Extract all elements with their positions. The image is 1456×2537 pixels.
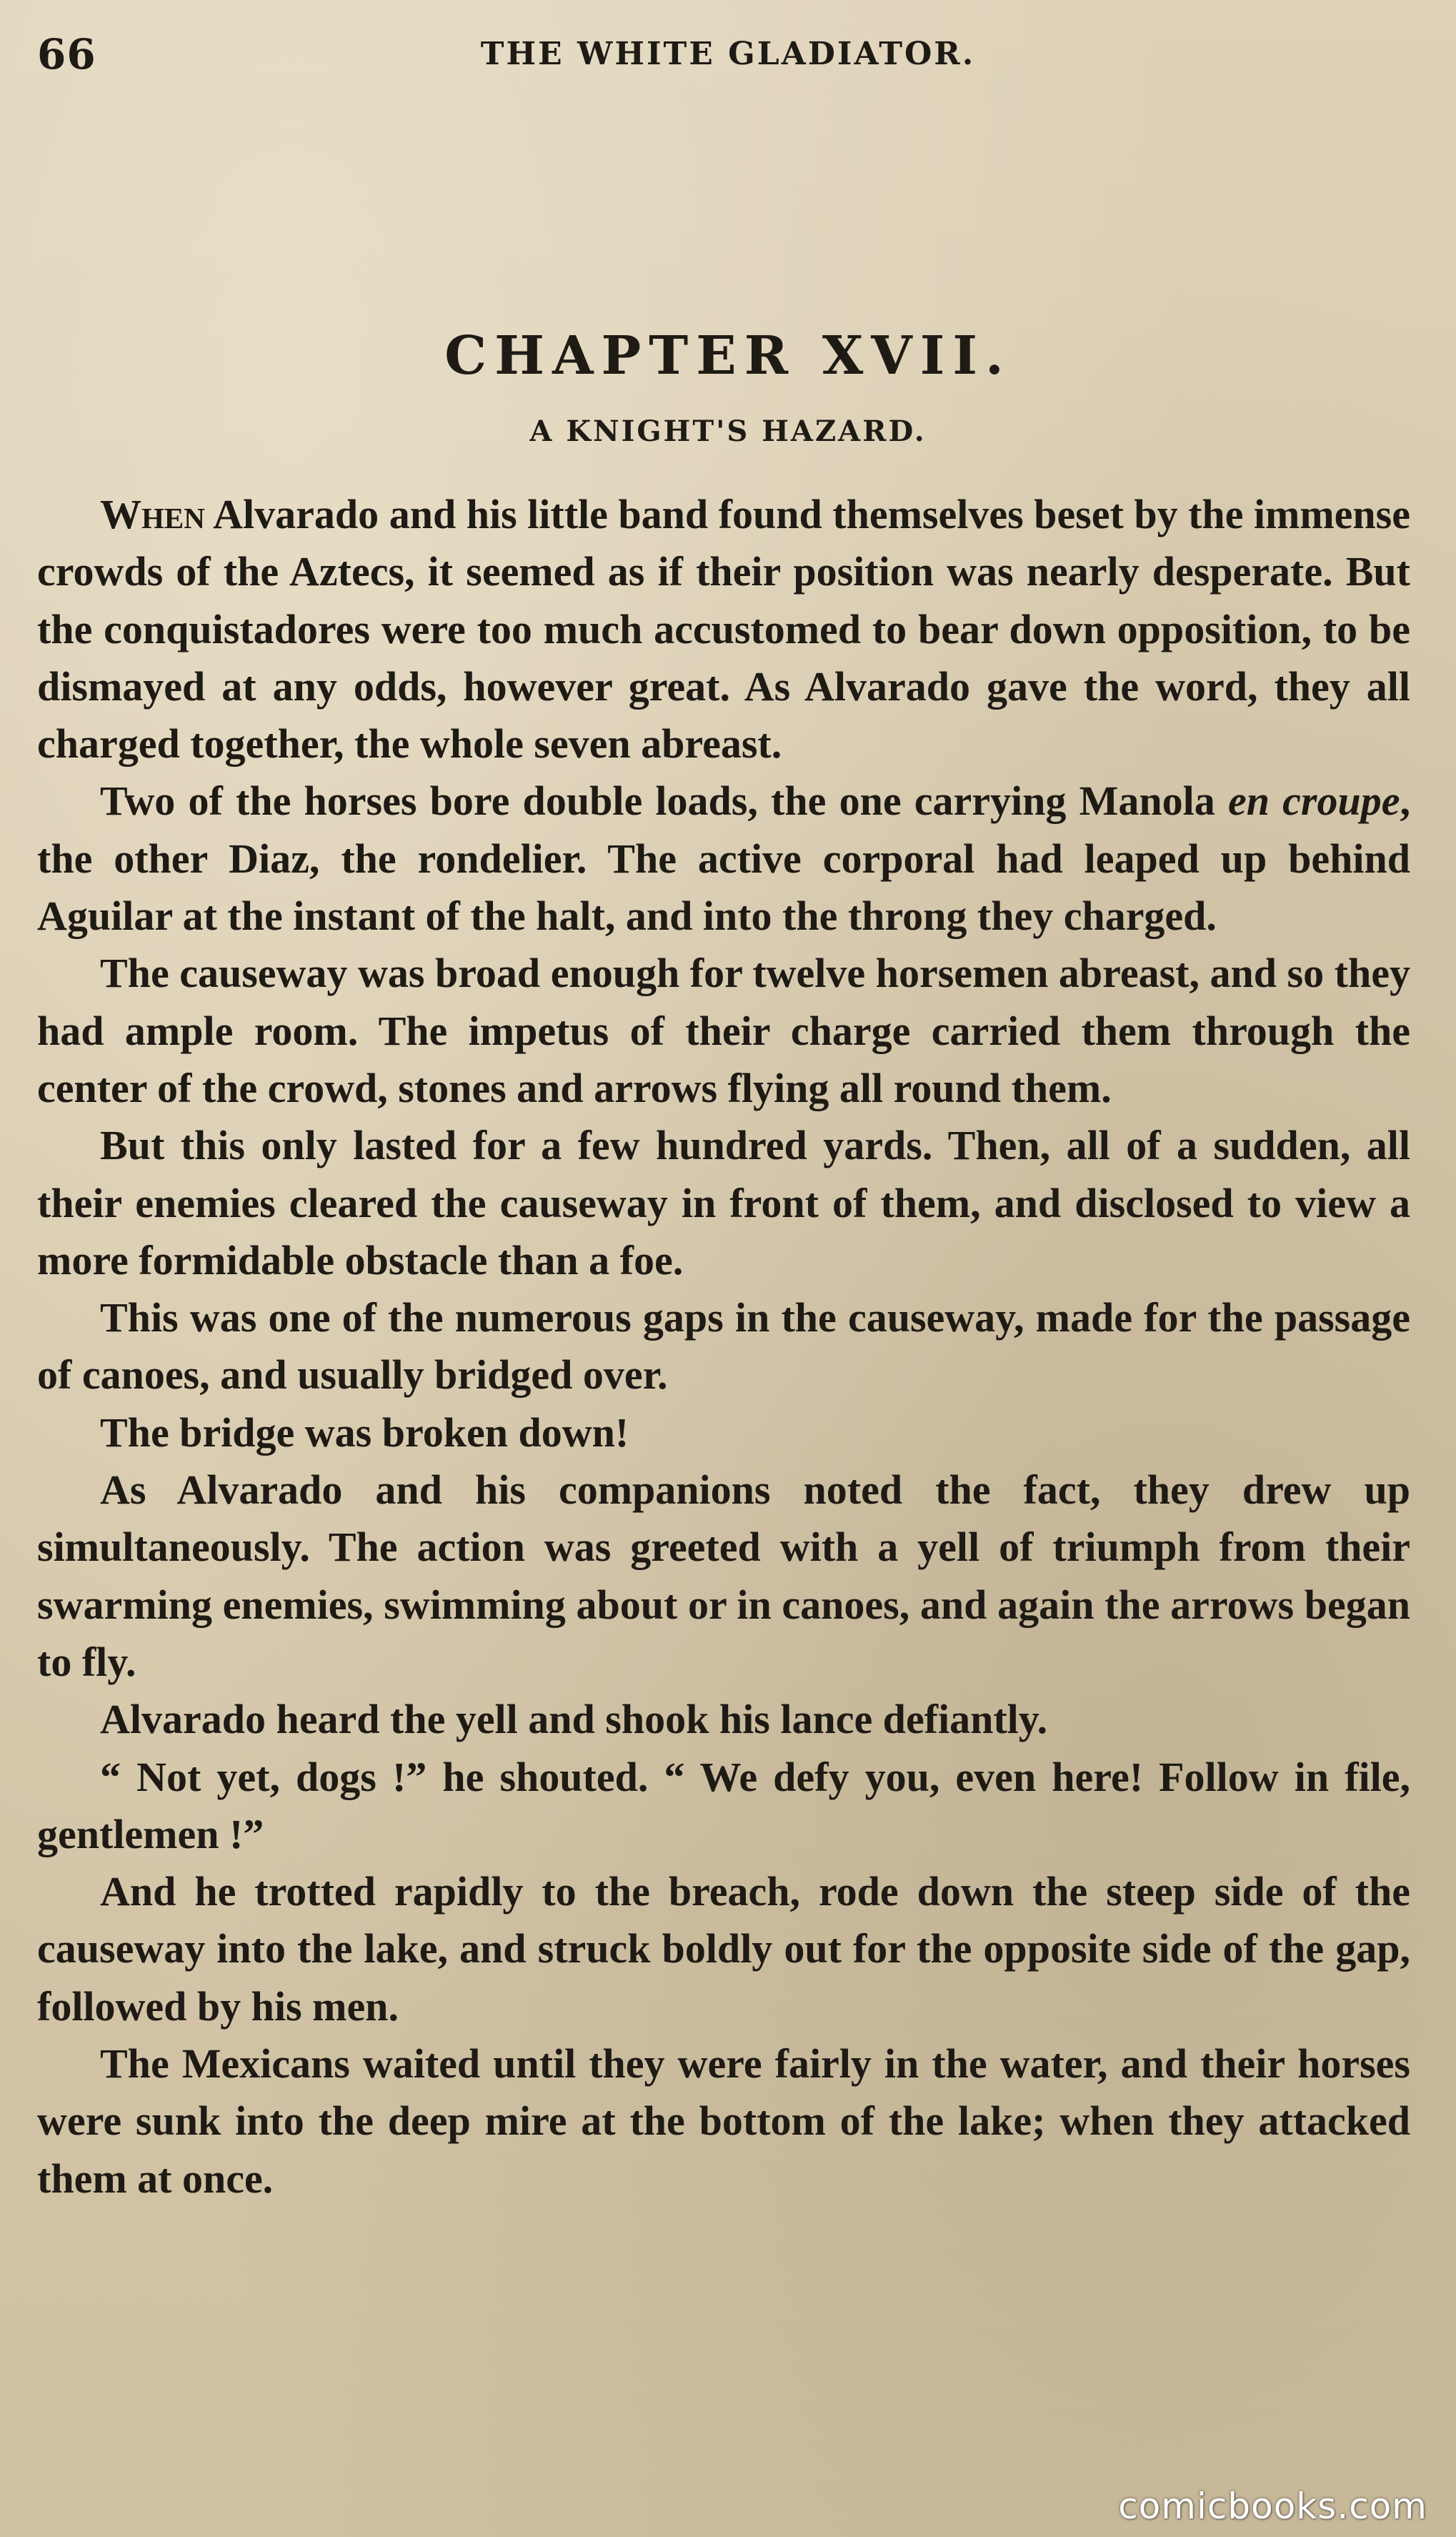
paragraph-1 xyxy=(37,486,1410,773)
paragraph-7: As Alvarado and his companions noted the fact, they drew up simultaneously. The action was greeted with a yell of triumph from their swarming enemies, swimming about or in canoes, and again the arrows began to fly. xyxy=(37,1466,1410,1685)
paragraph-5: This was one of the numerous gaps in the causeway, made for the passage of canoes, and usually bridged over. xyxy=(37,1294,1410,1399)
paragraph-11: The Mexicans waited until they were fairly in the water, and their horses were sunk into the deep mire at the bottom of the lake; when they attacked them at once. xyxy=(37,2040,1410,2202)
chapter-title: CHAPTER XVII. xyxy=(444,325,1012,387)
running-head xyxy=(37,30,1419,80)
paragraph-9: “ Not yet, dogs !” he shouted. “ We defy you, even here! Follow in file, gentlemen !” xyxy=(37,1753,1410,1857)
first-word: When xyxy=(100,491,205,537)
paragraph-8: Alvarado heard the yell and shook his lance defiantly. xyxy=(100,1696,1048,1743)
paragraph-2 xyxy=(37,773,1410,945)
paragraph-text: Alvarado and his little band found themselves beset by the immense crowds of the Aztecs, it seemed as if their position was nearly desperate. But the conquistadores were too much accustomed to bear down opposition, to be dismayed at any odds, however great. As Alvarado gave the word, they all charged together, the whole seven abreast. xyxy=(37,491,1410,768)
paragraph-6: The bridge was broken down! xyxy=(100,1409,629,1456)
paragraph-text-after: , the other Diaz, the rondelier. The active corporal had leaped up behind Aguilar at the instant of the halt, and into the throng they charged. xyxy=(37,778,1410,940)
watermark: comicbooks.com xyxy=(1118,2486,1427,2527)
body-text xyxy=(37,486,1410,2208)
page-number: 66 xyxy=(37,30,96,79)
paragraph-text-before: Two of the horses bore double loads, the one carrying Manola xyxy=(100,778,1228,825)
chapter-subtitle: A KNIGHT'S HAZARD. xyxy=(529,414,927,448)
paragraph-10: And he trotted rapidly to the breach, rode down the steep side of the causeway into the lake, and struck boldly out for the opposite side of the gap, followed by his men. xyxy=(37,1868,1410,2030)
running-title: THE WHITE GLADIATOR. xyxy=(480,36,976,72)
paragraph-3: The causeway was broad enough for twelve horsemen abreast, and so they had ample room. The impetus of their charge carried them through the center of the crowd, stones and arrows flying all round them. xyxy=(37,950,1410,1111)
paragraph-4: But this only lasted for a few hundred yards. Then, all of a sudden, all their enemies cleared the causeway in front of them, and disclosed to view a more formidable obstacle than a foe. xyxy=(37,1122,1410,1284)
italic-phrase: en croupe xyxy=(1227,778,1400,825)
